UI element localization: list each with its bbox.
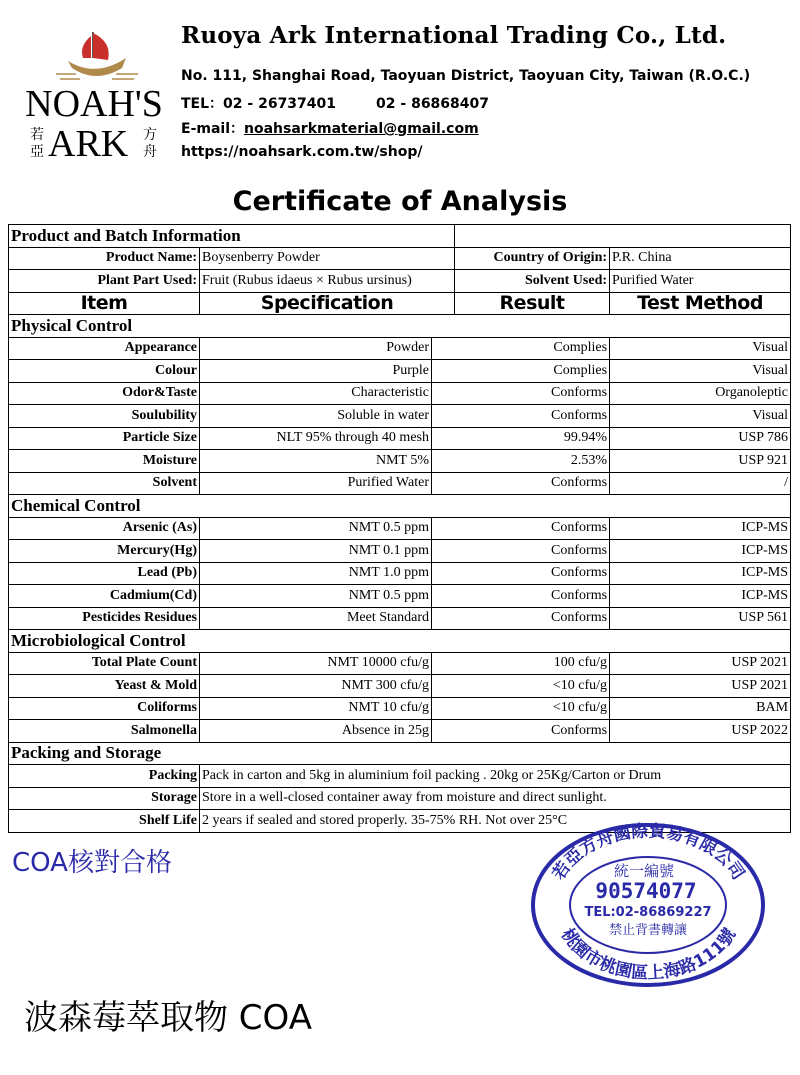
row-result: <10 cfu/g <box>432 697 610 720</box>
row-specification: Soluble in water <box>200 405 432 428</box>
row-specification: NMT 0.5 ppm <box>200 585 432 608</box>
solvent-value: Purified Water <box>610 270 791 293</box>
row-test-method: ICP-MS <box>610 540 791 563</box>
row-test-method: USP 786 <box>610 427 791 450</box>
company-name: Ruoya Ark International Trading Co., Ltd. <box>181 22 727 49</box>
table-row <box>9 652 791 675</box>
logo-cjk-right: 方舟 <box>143 127 157 160</box>
table-row <box>9 607 791 630</box>
row-result: 100 cfu/g <box>432 652 610 675</box>
stamp-line-3: TEL:02-86869227 <box>584 905 712 920</box>
row-result: Conforms <box>432 382 610 405</box>
company-seal-stamp <box>526 810 771 990</box>
packing-label: Shelf Life <box>9 810 200 833</box>
table-row <box>9 337 791 360</box>
tel-number-1: 02 - 26737401 <box>223 96 337 112</box>
email-link[interactable]: noahsarkmaterial@gmail.com <box>244 121 479 137</box>
plant-part-label: Plant Part Used: <box>9 270 200 293</box>
row-item: Solvent <box>9 472 200 495</box>
row-specification: NMT 5% <box>200 450 432 473</box>
tel-label: TEL： <box>181 96 224 112</box>
row-result: <10 cfu/g <box>432 675 610 698</box>
logo-brand-line2: ARK <box>48 123 129 165</box>
stamp-line-4: 禁止背書轉讓 <box>608 923 688 938</box>
row-specification: Purple <box>200 360 432 383</box>
company-phone <box>181 93 489 113</box>
row-item: Total Plate Count <box>9 652 200 675</box>
stamp-bottom-text: 桃園市桃園區上海路111號 <box>556 925 741 984</box>
section-title: Physical Control <box>9 315 791 338</box>
ship-icon <box>46 28 146 84</box>
row-specification: Purified Water <box>200 472 432 495</box>
packing-value: Store in a well-closed container away from moisture and direct sunlight. <box>200 787 791 810</box>
table-row <box>9 405 791 428</box>
row-specification: Meet Standard <box>200 607 432 630</box>
row-item: Salmonella <box>9 720 200 743</box>
section-header-row <box>9 742 791 765</box>
company-email <box>181 118 479 138</box>
table-row <box>9 720 791 743</box>
section-title: Packing and Storage <box>9 742 791 765</box>
stamp-line-1: 統一編號 <box>613 862 675 880</box>
row-test-method: USP 2022 <box>610 720 791 743</box>
table-row <box>9 427 791 450</box>
solvent-label: Solvent Used: <box>455 270 610 293</box>
plant-part-row <box>9 270 791 293</box>
table-row <box>9 585 791 608</box>
row-item: Mercury(Hg) <box>9 540 200 563</box>
row-test-method: USP 2021 <box>610 675 791 698</box>
product-name-label: Product Name: <box>9 247 200 270</box>
row-result: Conforms <box>432 607 610 630</box>
row-item: Cadmium(Cd) <box>9 585 200 608</box>
plant-part-value: Fruit (Rubus idaeus × Rubus ursinus) <box>200 270 455 293</box>
country-label: Country of Origin: <box>455 247 610 270</box>
row-test-method: Visual <box>610 337 791 360</box>
row-item: Moisture <box>9 450 200 473</box>
row-result: Conforms <box>432 472 610 495</box>
row-test-method: ICP-MS <box>610 517 791 540</box>
row-specification: NMT 1.0 ppm <box>200 562 432 585</box>
section-title: Product and Batch Information <box>9 225 455 248</box>
row-item: Coliforms <box>9 697 200 720</box>
table-row <box>9 472 791 495</box>
coa-table <box>8 224 791 833</box>
packing-label: Storage <box>9 787 200 810</box>
product-info-header <box>9 225 791 248</box>
company-website[interactable]: https://noahsark.com.tw/shop/ <box>181 144 423 160</box>
row-result: Complies <box>432 337 610 360</box>
product-name-row <box>9 247 791 270</box>
row-item: Soulubility <box>9 405 200 428</box>
row-specification: NMT 0.1 ppm <box>200 540 432 563</box>
row-test-method: Organoleptic <box>610 382 791 405</box>
approval-note: COA核對合格 <box>12 848 172 878</box>
row-result: Conforms <box>432 517 610 540</box>
column-header-specification: Specification <box>200 292 455 315</box>
row-test-method: ICP-MS <box>610 585 791 608</box>
row-test-method: / <box>610 472 791 495</box>
column-header-result: Result <box>455 292 610 315</box>
packing-row <box>9 787 791 810</box>
company-address: No. 111, Shanghai Road, Taoyuan District, Taoyuan City, Taiwan (R.O.C.) <box>181 68 751 84</box>
table-row <box>9 360 791 383</box>
row-item: Odor&Taste <box>9 382 200 405</box>
packing-row <box>9 765 791 788</box>
row-result: Complies <box>432 360 610 383</box>
table-row <box>9 517 791 540</box>
document-title: Certificate of Analysis <box>232 186 568 217</box>
country-value: P.R. China <box>610 247 791 270</box>
table-row <box>9 382 791 405</box>
row-specification: NMT 0.5 ppm <box>200 517 432 540</box>
table-row <box>9 697 791 720</box>
table-row <box>9 450 791 473</box>
row-result: Conforms <box>432 720 610 743</box>
row-result: Conforms <box>432 405 610 428</box>
product-name-value: Boysenberry Powder <box>200 247 455 270</box>
row-result: Conforms <box>432 562 610 585</box>
column-header-item: Item <box>9 292 200 315</box>
row-item: Arsenic (As) <box>9 517 200 540</box>
section-header-row <box>9 315 791 338</box>
row-result: 2.53% <box>432 450 610 473</box>
row-item: Yeast & Mold <box>9 675 200 698</box>
row-test-method: Visual <box>610 405 791 428</box>
row-item: Appearance <box>9 337 200 360</box>
row-specification: NMT 10 cfu/g <box>200 697 432 720</box>
section-title: Microbiological Control <box>9 630 791 653</box>
row-item: Pesticides Residues <box>9 607 200 630</box>
row-result: Conforms <box>432 540 610 563</box>
row-specification: NLT 95% through 40 mesh <box>200 427 432 450</box>
row-test-method: BAM <box>610 697 791 720</box>
row-test-method: Visual <box>610 360 791 383</box>
row-test-method: USP 921 <box>610 450 791 473</box>
row-specification: Powder <box>200 337 432 360</box>
row-item: Colour <box>9 360 200 383</box>
row-test-method: USP 561 <box>610 607 791 630</box>
packing-label: Packing <box>9 765 200 788</box>
product-caption: 波森莓萃取物 COA <box>24 998 312 1038</box>
logo-brand-line1: NOAH'S <box>25 83 163 125</box>
row-result: Conforms <box>432 585 610 608</box>
row-test-method: USP 2021 <box>610 652 791 675</box>
section-header-row <box>9 630 791 653</box>
logo-cjk-left: 若亞 <box>30 127 44 160</box>
tel-number-2: 02 - 86868407 <box>376 96 490 112</box>
section-title: Chemical Control <box>9 495 791 518</box>
stamp-outer-text: 若亞方舟國際貿易有限公司 <box>548 821 749 884</box>
column-header-test-method: Test Method <box>610 292 791 315</box>
email-label: E-mail： <box>181 121 245 137</box>
packing-value: Pack in carton and 5kg in aluminium foil packing . 20kg or 25Kg/Carton or Drum <box>200 765 791 788</box>
row-specification: NMT 300 cfu/g <box>200 675 432 698</box>
row-item: Lead (Pb) <box>9 562 200 585</box>
packing-value: 2 years if sealed and stored properly. 35-75% RH. Not over 25°C <box>200 810 791 833</box>
table-row <box>9 540 791 563</box>
stamp-line-2: 90574077 <box>595 879 697 903</box>
row-test-method: ICP-MS <box>610 562 791 585</box>
row-specification: Absence in 25g <box>200 720 432 743</box>
section-header-row <box>9 495 791 518</box>
table-row <box>9 562 791 585</box>
company-logo <box>18 28 170 168</box>
row-item: Particle Size <box>9 427 200 450</box>
column-header-row <box>9 292 791 315</box>
row-specification: NMT 10000 cfu/g <box>200 652 432 675</box>
row-specification: Characteristic <box>200 382 432 405</box>
table-row <box>9 675 791 698</box>
row-result: 99.94% <box>432 427 610 450</box>
